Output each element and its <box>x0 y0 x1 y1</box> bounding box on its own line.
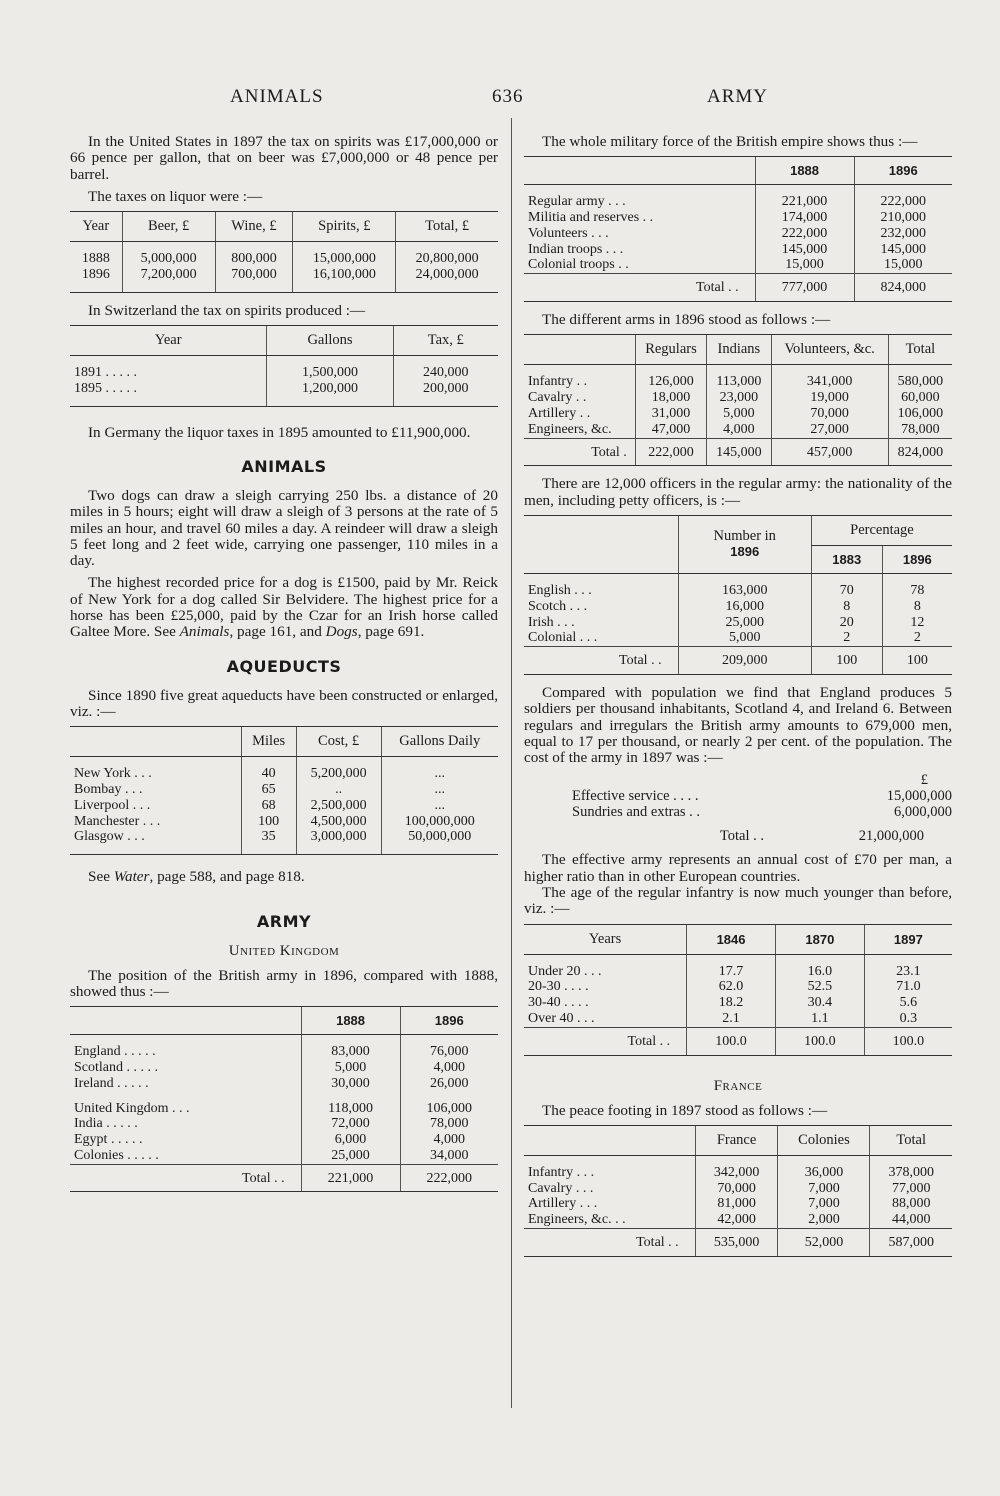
effective-army-paragraph: The effective army represents an annual cost of £70 per man, a higher ratio than in other European countries. <box>524 851 952 885</box>
table-row: Liverpool . . . 68 2,500,000 ... <box>70 798 498 814</box>
table-row: Infantry . . . 342,000 36,000 378,000 <box>524 1165 952 1181</box>
table-header: Volunteers, &c. <box>771 335 888 365</box>
table-row: Militia and reserves . . 174,000 210,000 <box>524 210 952 226</box>
germany-paragraph: In Germany the liquor taxes in 1895 amounted to £11,900,000. <box>88 423 471 441</box>
table-row: Engineers, &c. . . 42,000 2,000 44,000 <box>524 1212 952 1228</box>
left-column <box>70 134 498 1202</box>
us-liquor-table <box>70 211 498 293</box>
table-row: Bombay . . . 65 .. ... <box>70 782 498 798</box>
swiss-spirits-table <box>70 325 498 407</box>
table-row: 1896 7,200,000 700,000 16,100,000 24,000,000 <box>70 267 498 283</box>
population-paragraph: Compared with population we find that England produces 5 soldiers per thousand inhabitants, Scotland 4, and Ireland 6. Between regulars and irregulars the British army amounts to 679,000 men, equal to 17 per thousand, or nearly 2 per cent. of the population. The cost of the army in 1897 was :— <box>524 683 952 767</box>
table-row: Scotland . . . . . 5,000 4,000 <box>70 1060 498 1076</box>
table-row: Artillery . . 31,000 5,000 70,000 106,000 <box>524 406 952 422</box>
page-number: 636 <box>492 86 524 107</box>
military-force-paragraph: The whole military force of the British empire shows thus :— <box>542 133 918 150</box>
table-row: 1888 5,000,000 800,000 15,000,000 20,800,000 <box>70 251 498 267</box>
table-row: Colonial troops . . 15,000 15,000 <box>524 257 952 273</box>
table-header: 1896 <box>882 545 952 573</box>
table-row: 20-30 . . . . 62.0 52.5 71.0 <box>524 979 952 995</box>
total-row: Total . . 221,000 222,000 <box>70 1164 498 1192</box>
age-paragraph: The age of the regular infantry is now much younger than before, viz. :— <box>524 884 952 918</box>
uk-army-table <box>70 1006 498 1192</box>
running-head-right: ARMY <box>707 86 769 107</box>
dogs-reference: Dogs <box>325 623 358 641</box>
table-row: Scotch . . . 16,000 8 8 <box>524 599 952 615</box>
table-header: Number in 1896 <box>678 515 811 573</box>
water-reference: See Water, page 588, and page 818. <box>88 868 305 886</box>
list-item: Sundries and extras . . 6,000,000 <box>572 804 952 821</box>
table-header: 1888 <box>755 157 854 185</box>
table-header: Total <box>870 1125 952 1155</box>
total-row: Total . 222,000 145,000 457,000 824,000 <box>524 438 952 466</box>
table-header: 1888 <box>301 1007 400 1035</box>
total-row: Total . . 100.0 100.0 100.0 <box>524 1027 952 1055</box>
arms-intro: The different arms in 1896 stood as follows :— <box>542 311 831 329</box>
table-row: Under 20 . . . 17.7 16.0 23.1 <box>524 964 952 980</box>
list-item: Effective service . . . . 15,000,000 <box>572 788 952 805</box>
table-header <box>70 1007 301 1035</box>
table-header: 1846 <box>687 924 776 954</box>
table-header <box>524 335 635 365</box>
swiss-intro: In Switzerland the tax on spirits produced :— <box>88 301 366 319</box>
table-header: 1897 <box>864 924 952 954</box>
table-header: 1896 <box>400 1007 498 1035</box>
table-header: Cost, £ <box>296 727 381 757</box>
table-row: Indian troops . . . 145,000 145,000 <box>524 242 952 258</box>
table-header: Year <box>70 212 122 242</box>
section-heading-animals: ANIMALS <box>241 456 327 476</box>
table-row: Egypt . . . . . 6,000 4,000 <box>70 1132 498 1148</box>
table-header: Percentage <box>811 515 952 545</box>
france-peace-table <box>524 1125 952 1257</box>
table-row: Regular army . . . 221,000 222,000 <box>524 194 952 210</box>
table-row: Ireland . . . . . 30,000 26,000 <box>70 1076 498 1092</box>
table-header: 1870 <box>775 924 864 954</box>
table-row: Over 40 . . . 2.1 1.1 0.3 <box>524 1011 952 1027</box>
table-row: Cavalry . . 18,000 23,000 19,000 60,000 <box>524 390 952 406</box>
table-header: Gallons <box>267 326 393 356</box>
table-header: Miles <box>241 727 296 757</box>
aqueducts-table <box>70 726 498 855</box>
army-cost-list <box>524 772 952 844</box>
animals-paragraph-2: The highest recorded price for a dog is £1500, paid by Mr. Reick of New York for a dog called Sir Belvidere. The highest price for a horse has been £25,000, paid by the Czar for an Irish horse called Galtee More. See Animals, page 161, and Dogs, page 691. <box>70 574 498 641</box>
total-row: Total . . 209,000 100 100 <box>524 647 952 675</box>
section-heading-aqueducts: AQUEDUCTS <box>226 656 342 676</box>
table-header <box>524 1125 695 1155</box>
table-row: Colonies . . . . . 25,000 34,000 <box>70 1148 498 1164</box>
military-force-table <box>524 156 952 302</box>
subheading-united-kingdom: United Kingdom <box>228 942 340 959</box>
table-header: Total, £ <box>396 212 498 242</box>
animals-reference: Animals <box>179 623 230 641</box>
table-header: France <box>695 1125 778 1155</box>
table-row: 1895 . . . . . 1,200,000 200,000 <box>70 381 498 397</box>
table-header: Regulars <box>635 335 706 365</box>
table-row: New York . . . 40 5,200,000 ... <box>70 766 498 782</box>
table-row: 30-40 . . . . 18.2 30.4 5.6 <box>524 995 952 1011</box>
table-row: Artillery . . . 81,000 7,000 88,000 <box>524 1196 952 1212</box>
column-divider <box>511 118 512 1408</box>
infantry-age-table <box>524 924 952 1056</box>
table-header: Tax, £ <box>393 326 498 356</box>
table-row: Infantry . . 126,000 113,000 341,000 580,000 <box>524 374 952 390</box>
table-header: Beer, £ <box>122 212 215 242</box>
animals-paragraph-1: Two dogs can draw a sleigh carrying 250 lbs. a distance of 20 miles in 5 hours; eight will draw a sleigh of 3 persons at the rate of 5 miles an hour, and travel 60 miles a day. A reindeer will draw a sleigh 5 feet long and 2 feet wide, carrying one passenger, 110 miles in a day. <box>70 486 498 570</box>
table-header: Year <box>70 326 267 356</box>
uk-paragraph: The position of the British army in 1896, compared with 1888, showed thus :— <box>70 966 498 1000</box>
section-heading-army: ARMY <box>256 911 312 931</box>
table-row: 1891 . . . . . 1,500,000 240,000 <box>70 365 498 381</box>
subheading-france: France <box>713 1077 763 1094</box>
table-header: Gallons Daily <box>381 727 498 757</box>
table-row: Irish . . . 25,000 20 12 <box>524 615 952 631</box>
right-column <box>524 134 952 1267</box>
table-header <box>70 727 241 757</box>
table-row: Engineers, &c. 47,000 4,000 27,000 78,000 <box>524 422 952 438</box>
table-header <box>524 157 755 185</box>
currency-unit: £ <box>920 772 928 789</box>
table-header: Years <box>524 924 687 954</box>
table-row: England . . . . . 83,000 76,000 <box>70 1044 498 1060</box>
table-header: Wine, £ <box>215 212 293 242</box>
france-intro: The peace footing in 1897 stood as follows :— <box>542 1101 828 1119</box>
aqueducts-paragraph: Since 1890 five great aqueducts have been constructed or enlarged, viz. :— <box>70 686 498 720</box>
table-row: English . . . 163,000 70 78 <box>524 583 952 599</box>
table-header: Indians <box>707 335 771 365</box>
total-row: Total . . 777,000 824,000 <box>524 274 952 302</box>
running-head-left: ANIMALS <box>230 86 324 107</box>
table-header: Colonies <box>778 1125 870 1155</box>
total-row: Total . . 535,000 52,000 587,000 <box>524 1229 952 1257</box>
officers-paragraph: There are 12,000 officers in the regular army: the nationality of the men, including petty officers, is :— <box>524 475 952 509</box>
table-header: 1896 <box>854 157 952 185</box>
table-header: Spirits, £ <box>293 212 396 242</box>
table-header: Total <box>888 335 952 365</box>
table-row: Colonial . . . 5,000 2 2 <box>524 630 952 646</box>
total-row: Total . . 21,000,000 <box>719 828 924 845</box>
table-header: 1883 <box>811 545 882 573</box>
nationality-table <box>524 515 952 675</box>
us-spirits-paragraph: In the United States in 1897 the tax on spirits was £17,000,000 or 66 pence per gallon, that on beer was £7,000,000 or 48 pence per barrel. <box>70 133 498 183</box>
table-row: Cavalry . . . 70,000 7,000 77,000 <box>524 1181 952 1197</box>
us-taxes-intro: The taxes on liquor were :— <box>88 187 263 205</box>
table-row: India . . . . . 72,000 78,000 <box>70 1116 498 1132</box>
table-row: United Kingdom . . . 118,000 106,000 <box>70 1101 498 1117</box>
table-row: Volunteers . . . 222,000 232,000 <box>524 226 952 242</box>
table-row: Glasgow . . . 35 3,000,000 50,000,000 <box>70 829 498 845</box>
arms-table <box>524 334 952 466</box>
table-row: Manchester . . . 100 4,500,000 100,000,000 <box>70 814 498 830</box>
